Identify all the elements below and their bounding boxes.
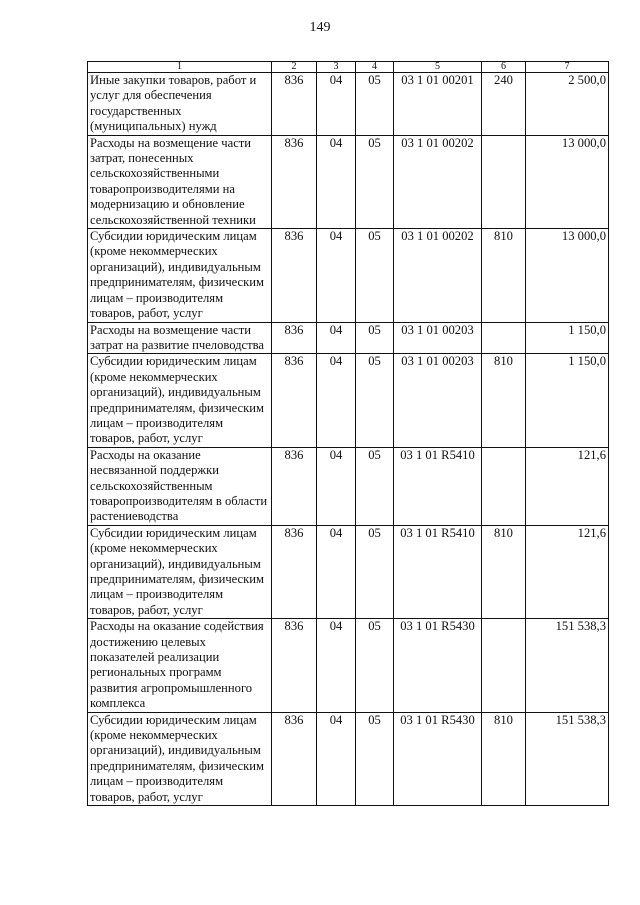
amount-cell: 13 000,0	[526, 229, 609, 322]
section-code-cell: 04	[317, 525, 356, 618]
amount-cell: 1 150,0	[526, 354, 609, 447]
subsection-code-cell: 05	[356, 619, 394, 712]
header-col-7: 7	[526, 62, 609, 73]
table-row	[88, 525, 609, 618]
section-code-cell: 04	[317, 619, 356, 712]
amount-cell: 151 538,3	[526, 619, 609, 712]
subsection-code-cell: 05	[356, 712, 394, 805]
amount-cell: 151 538,3	[526, 712, 609, 805]
table-row	[88, 73, 609, 136]
target-item-cell: 03 1 01 00202	[394, 229, 482, 322]
target-item-cell: 03 1 01 00203	[394, 354, 482, 447]
expense-type-cell: 810	[482, 229, 526, 322]
ministry-code-cell: 836	[272, 354, 317, 447]
table-row	[88, 447, 609, 525]
expense-type-cell: 810	[482, 354, 526, 447]
ministry-code-cell: 836	[272, 229, 317, 322]
ministry-code-cell: 836	[272, 322, 317, 354]
expense-name-cell: Субсидии юридическим лицам (кроме некоммерческих организаций), индивидуальным предпринимателям, физическим лицам – производителям товаров, работ, услуг	[88, 229, 272, 322]
section-code-cell: 04	[317, 135, 356, 228]
expense-name-cell: Расходы на оказание несвязанной поддержки сельскохозяйственным товаропроизводителям в области растениеводства	[88, 447, 272, 525]
table-row	[88, 322, 609, 354]
expense-type-cell: 810	[482, 712, 526, 805]
subsection-code-cell: 05	[356, 322, 394, 354]
table-row	[88, 712, 609, 805]
header-row	[88, 62, 609, 73]
ministry-code-cell: 836	[272, 73, 317, 136]
section-code-cell: 04	[317, 73, 356, 136]
table-row	[88, 619, 609, 712]
ministry-code-cell: 836	[272, 447, 317, 525]
expense-name-cell: Расходы на оказание содействия достижению целевых показателей реализации региональных программ развития агропромышленного комплекса	[88, 619, 272, 712]
header-col-1: 1	[88, 62, 272, 73]
expense-name-cell: Субсидии юридическим лицам (кроме некоммерческих организаций), индивидуальным предпринимателям, физическим лицам – производителям товаров, работ, услуг	[88, 712, 272, 805]
budget-table	[87, 61, 609, 806]
header-col-3: 3	[317, 62, 356, 73]
section-code-cell: 04	[317, 447, 356, 525]
ministry-code-cell: 836	[272, 712, 317, 805]
table-row	[88, 354, 609, 447]
section-code-cell: 04	[317, 712, 356, 805]
page-number: 149	[309, 20, 331, 35]
ministry-code-cell: 836	[272, 619, 317, 712]
subsection-code-cell: 05	[356, 229, 394, 322]
header-col-6: 6	[482, 62, 526, 73]
ministry-code-cell: 836	[272, 135, 317, 228]
target-item-cell: 03 1 01 00201	[394, 73, 482, 136]
subsection-code-cell: 05	[356, 135, 394, 228]
section-code-cell: 04	[317, 354, 356, 447]
subsection-code-cell: 05	[356, 73, 394, 136]
expense-name-cell: Расходы на возмещение части затрат на развитие пчеловодства	[88, 322, 272, 354]
target-item-cell: 03 1 01 00203	[394, 322, 482, 354]
expense-name-cell: Иные закупки товаров, работ и услуг для обеспечения государственных (муниципальных) нужд	[88, 73, 272, 136]
amount-cell: 2 500,0	[526, 73, 609, 136]
table-row	[88, 135, 609, 228]
amount-cell: 1 150,0	[526, 322, 609, 354]
header-col-5: 5	[394, 62, 482, 73]
expense-type-cell	[482, 447, 526, 525]
section-code-cell: 04	[317, 229, 356, 322]
target-item-cell: 03 1 01 R5410	[394, 447, 482, 525]
expense-type-cell: 810	[482, 525, 526, 618]
subsection-code-cell: 05	[356, 447, 394, 525]
amount-cell: 121,6	[526, 447, 609, 525]
amount-cell: 13 000,0	[526, 135, 609, 228]
expense-type-cell	[482, 322, 526, 354]
expense-name-cell: Расходы на возмещение части затрат, понесенных сельскохозяйственными товаропроизводителями на модернизацию и обновление сельскохозяйственной техники	[88, 135, 272, 228]
ministry-code-cell: 836	[272, 525, 317, 618]
expense-name-cell: Субсидии юридическим лицам (кроме некоммерческих организаций), индивидуальным предпринимателям, физическим лицам – производителям товаров, работ, услуг	[88, 525, 272, 618]
target-item-cell: 03 1 01 R5410	[394, 525, 482, 618]
subsection-code-cell: 05	[356, 525, 394, 618]
target-item-cell: 03 1 01 R5430	[394, 619, 482, 712]
expense-type-cell	[482, 619, 526, 712]
header-col-4: 4	[356, 62, 394, 73]
table-row	[88, 229, 609, 322]
target-item-cell: 03 1 01 R5430	[394, 712, 482, 805]
expense-type-cell: 240	[482, 73, 526, 136]
subsection-code-cell: 05	[356, 354, 394, 447]
section-code-cell: 04	[317, 322, 356, 354]
expense-type-cell	[482, 135, 526, 228]
header-col-2: 2	[272, 62, 317, 73]
target-item-cell: 03 1 01 00202	[394, 135, 482, 228]
amount-cell: 121,6	[526, 525, 609, 618]
expense-name-cell: Субсидии юридическим лицам (кроме некоммерческих организаций), индивидуальным предпринимателям, физическим лицам – производителям товаров, работ, услуг	[88, 354, 272, 447]
table-header	[88, 62, 609, 73]
